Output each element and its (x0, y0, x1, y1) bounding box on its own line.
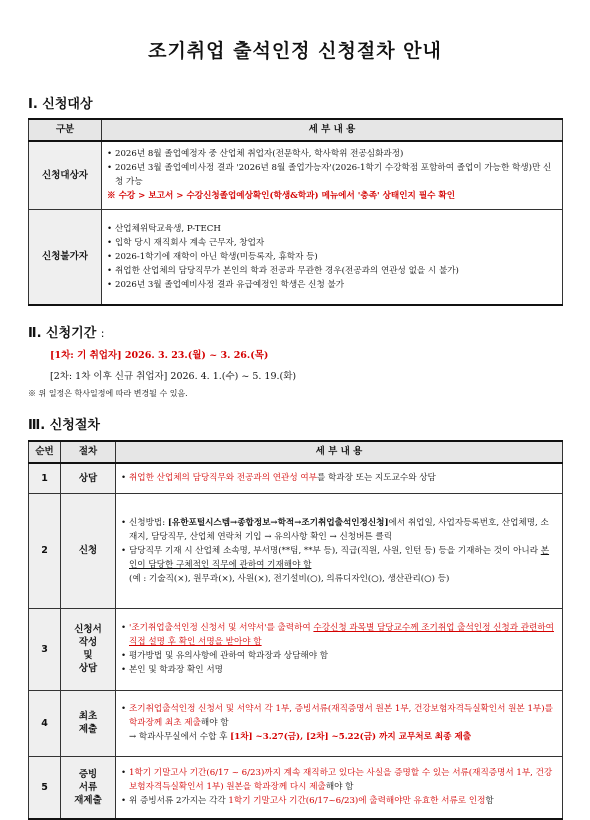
bullet: • (107, 163, 113, 174)
row-content: • 2026년 8월 졸업예정자 중 산업체 취업자(전문학사, 학사학위 전공심화과정) • 2026년 3월 졸업예비사정 결과 '2026년 8월 졸업가능자'(2026-1학기 수강학점 포함하여 졸업이 가능한 학생)만 신청 가능 ※ 수강 > 보고서 > 수강신청졸업예상확인(학생&학과) 메뉴에서 '충족' 상태인지 필수 확인 (102, 141, 563, 209)
target-table (28, 118, 563, 306)
section-2-heading: Ⅱ. 신청기간 : (28, 326, 105, 341)
table-row (29, 690, 563, 756)
header-detail: 세 부 내 용 (116, 441, 563, 463)
table-row (29, 493, 563, 608)
step-content: • 조기취업출석인정 신청서 및 서약서 각 1부, 증빙서류(재직증명서 원본 1부, 건강보험자격득실확인서 원본 1부)를 학과장께 최초 제출해야 함 → 학과사무실에서 수합 후 [1차] ~3.27(금), [2차] ~5.22(금) 까지 교무처로 최종 제출 (116, 690, 563, 756)
schedule-note: ※ 위 일정은 학사일정에 따라 변경될 수 있음. (28, 389, 188, 398)
bullet: • (107, 149, 113, 160)
header-detail: 세 부 내 용 (102, 119, 563, 141)
table-row (29, 756, 563, 819)
step-content: • 신청방법: [유한포털시스템→종합정보→학적→조기취업출석인정신청]에서 취업일, 사업자등록번호, 산업체명, 소재지, 담당직무, 산업체 연락처 기입 → 유의사항 확인 → 신청버튼 클릭 • 담당직무 기재 시 산업체 소속명, 부서명(**팀, **부 등), 직급(직원, 사원, 인턴 등) 등을 기재하는 것이 아니라 본인이 담당한 구체적인 직무에 관하여 기재해야 함 (예 : 기술직(×), 원무과(×), 사원(×), 전기설비(○), 의류디자인(○), 생산관리(○) 등) (116, 493, 563, 608)
step-name: 증빙 서류 재제출 (61, 756, 116, 819)
step-content: • 취업한 산업체의 담당직무와 전공과의 연관성 여부를 학과장 또는 지도교수와 상담 (116, 463, 563, 493)
table-row (29, 608, 563, 690)
portal-menu-path: [유한포털시스템→종합정보→학적→조기취업출석인정신청] (167, 517, 389, 528)
step-name: 최초 제출 (61, 690, 116, 756)
step-number: 3 (29, 608, 61, 690)
procedure-table (28, 440, 563, 820)
final-deadline: [1차] ~3.27(금), [2차] ~5.22(금) 까지 교무처로 최종 제출 (230, 732, 472, 742)
row-label: 신청대상자 (29, 141, 102, 209)
table-row (29, 463, 563, 493)
step-name: 신청 (61, 493, 116, 608)
step-name: 신청서 작성 및 상담 (61, 608, 116, 690)
step-number: 1 (29, 463, 61, 493)
step-number: 4 (29, 690, 61, 756)
period-first: [1차: 기 취업자] 2026. 3. 23.(월) ~ 3. 26.(목) (50, 350, 269, 361)
step-number: 2 (29, 493, 61, 608)
section-3-heading: Ⅲ. 신청절차 (28, 418, 100, 433)
warning-note: ※ 수강 > 보고서 > 수강신청졸업예상확인(학생&학과) 메뉴에서 '충족' 상태인지 필수 확인 (107, 191, 456, 202)
step-number: 5 (29, 756, 61, 819)
page-title: 조기취업 출석인정 신청절차 안내 (148, 40, 442, 62)
table-row (29, 141, 563, 209)
step-content: • '조기취업출석인정 신청서 및 서약서'를 출력하여 수강신청 과목별 담당교수께 조기취업 출석인정 신청과 관련하여 직접 설명 후 확인 서명을 받아야 함 • 평가방법 및 유의사항에 관하여 학과장과 상담해야 함 • 본인 및 학과장 확인 서명 (116, 608, 563, 690)
header-step: 절차 (61, 441, 116, 463)
row-content: • 산업체위탁교육생, P-TECH • 입학 당시 재직회사 계속 근무자, 창업자 • 2026-1학기에 재학이 아닌 학생(미등록자, 휴학자 등) • 취업한 산업체의 담당직무가 본인의 학과 전공과 무관한 경우(전공과의 연관성 없을 시 불가) • 2026년 3월 졸업예비사정 결과 유급예정인 학생은 신청 불가 (102, 209, 563, 305)
table-row (29, 209, 563, 305)
row-label: 신청불가자 (29, 209, 102, 305)
period-second: [2차: 1차 이후 신규 취업자] 2026. 4. 1.(수) ~ 5. 19.(화) (50, 371, 297, 382)
section-1-heading: Ⅰ. 신청대상 (28, 97, 93, 112)
header-category: 구분 (29, 119, 102, 141)
step-name: 상담 (61, 463, 116, 493)
step-content: • 1학기 기말고사 기간(6/17 ~ 6/23)까지 계속 재직하고 있다는 사실을 증명할 수 있는 서류(재직증명서 1부, 건강보험자격득실확인서 1부) 원본을 학과장께 다시 제출해야 함 • 위 증빙서류 2가지는 각각 1학기 기말고사 기간(6/17~6/23)에 출력해야만 유효한 서류로 인정함 (116, 756, 563, 819)
header-no: 순번 (29, 441, 61, 463)
